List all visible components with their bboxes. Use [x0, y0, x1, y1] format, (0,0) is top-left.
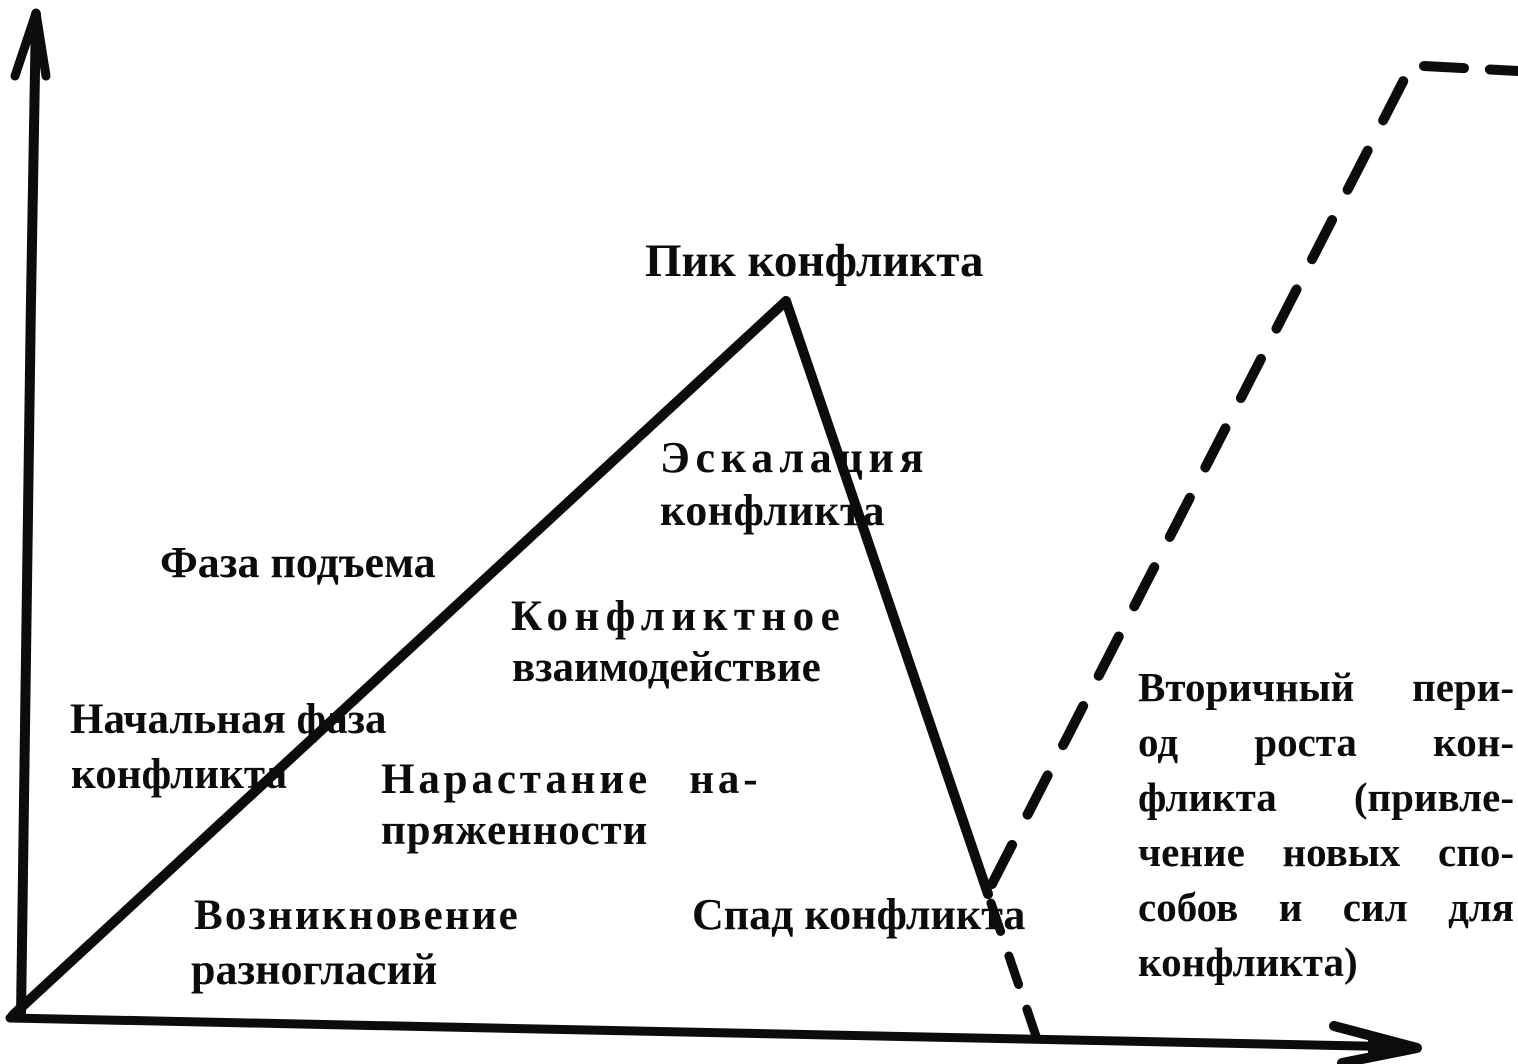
label-decline: Спад конфликта [692, 890, 1026, 939]
secondary-growth-plateau-dashed-line [1424, 66, 1518, 71]
secondary-period-line: собов и сил для [1138, 884, 1514, 930]
label-rise-phase: Фаза подъема [160, 538, 436, 587]
label-conflict-interaction-line1: Конфликтное [511, 593, 847, 640]
secondary-period-line: чение новых спо- [1138, 829, 1514, 875]
secondary-period-line: фликта (привле- [1138, 774, 1514, 820]
label-tension-growth-line1: Нарастание на- [381, 756, 762, 803]
label-conflict-interaction-line2: взаимодействие [512, 644, 821, 691]
y-axis-line [21, 14, 36, 1016]
label-disagreements-line2: разногласий [191, 945, 438, 994]
label-disagreements-line1: Возникновение [194, 892, 520, 939]
label-initial-phase-line2: конфликта [71, 751, 287, 798]
x-axis-line [10, 1018, 1410, 1047]
label-escalation-line1: Эскалация [660, 433, 930, 482]
label-escalation-line2: конфликта [660, 486, 885, 535]
label-initial-phase-line1: Начальная фаза [70, 696, 387, 743]
label-peak: Пик конфликта [645, 235, 984, 287]
label-secondary-period [1138, 660, 1514, 990]
secondary-period-line: конфликта) [1138, 939, 1358, 985]
secondary-period-line: Вторичный пери- [1138, 664, 1514, 710]
secondary-period-line: од роста кон- [1138, 719, 1514, 765]
label-tension-growth-line2: пряженности [381, 807, 649, 854]
